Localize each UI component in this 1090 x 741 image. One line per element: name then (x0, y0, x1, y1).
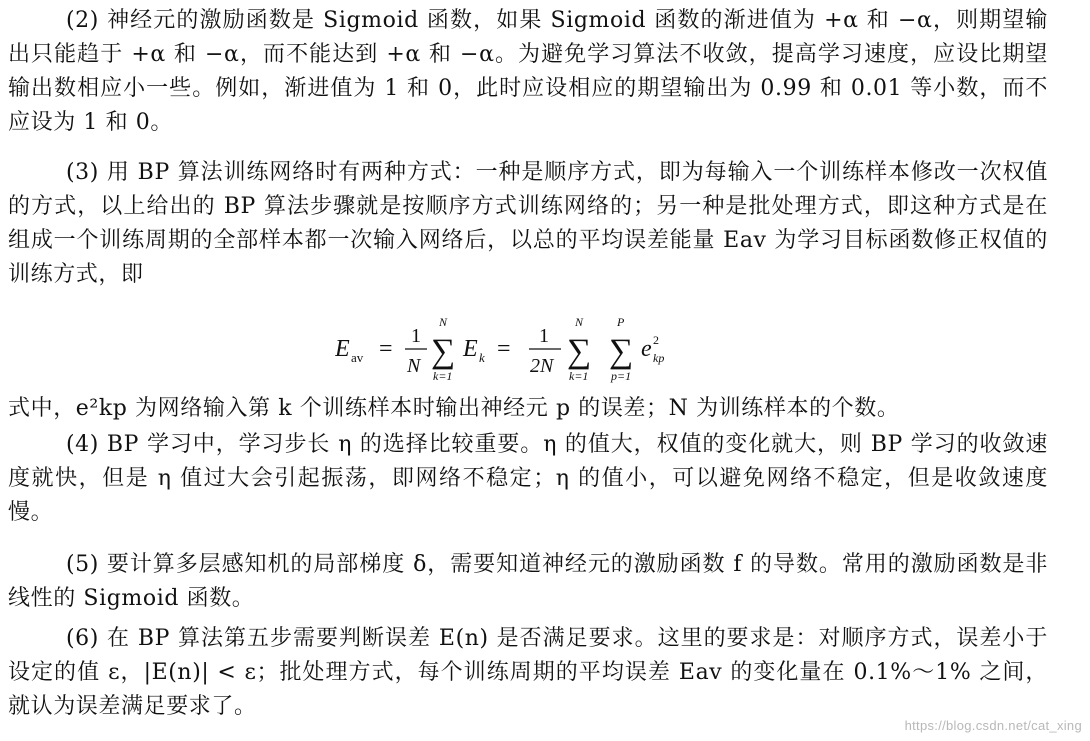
formula-term2-sub: kp (653, 351, 665, 365)
paragraph-6: (6) 在 BP 算法第五步需要判断误差 E(n) 是否满足要求。这里的要求是：对顺序方式，误差小于设定的值 ε，|E(n)| < ε；批处理方式，每个训练周期的平均误差 Eav 的变化量在 0.1%～1% 之间，就认为误差满足要求了。 (8, 626, 1048, 719)
formula-frac1-den: N (407, 355, 421, 377)
formula-lhs: E (335, 336, 350, 362)
formula-frac1-num: 1 (411, 325, 421, 347)
formula-sum3-bottom: p=1 (611, 369, 632, 383)
formula-eav (0, 312, 1090, 388)
paragraph-3-continuation: 式中，e²kp 为网络输入第 k 个训练样本时输出神经元 p 的误差；N 为训练样本的个数。 (8, 396, 900, 421)
formula-sum1-sigma: ∑ (431, 333, 456, 370)
formula-equals-2: = (497, 336, 511, 362)
formula-term1: E (463, 336, 478, 362)
paragraph-3: (3) 用 BP 算法训练网络时有两种方式：一种是顺序方式，即为每输入一个训练样本修改一次权值的方式，以上给出的 BP 算法步骤就是按顺序方式训练网络的；另一种是批处理方式，即这种方式是在组成一个训练周期的全部样本都一次输入网络后，以总的平均误差能量 Eav 为学习目标函数修正权值的训练方式，即 (8, 160, 1048, 287)
formula-equals-1: = (379, 336, 393, 362)
formula-term2-sup: 2 (653, 333, 659, 347)
formula-svg (335, 312, 755, 388)
watermark-url: https://blog.csdn.net/cat_xing (904, 718, 1082, 733)
formula-term1-sub: k (479, 350, 485, 365)
formula-lhs-sub: av (351, 350, 364, 365)
formula-sum2-sigma: ∑ (567, 333, 592, 370)
paragraph-2: (2) 神经元的激励函数是 Sigmoid 函数，如果 Sigmoid 函数的渐进值为 +α 和 −α，则期望输出只能趋于 +α 和 −α，而不能达到 +α 和 −α。为避免学习算法不收敛，提高学习速度，应设比期望输出数相应小一些。例如，渐进值为 1 和 0，此时应设相应的期望输出为 0.99 和 0.01 等小数，而不应设为 1 和 0。 (8, 8, 1048, 135)
formula-sum1-bottom: k=1 (433, 369, 453, 383)
formula-sum1-top: N (439, 315, 448, 329)
formula-sum3-sigma: ∑ (609, 333, 634, 370)
formula-frac2-den: 2N (530, 355, 554, 377)
formula-sum3-top: P (617, 315, 625, 329)
paragraph-4: (4) BP 学习中，学习步长 η 的选择比较重要。η 的值大，权值的变化就大，则 BP 学习的收敛速度就快，但是 η 值过大会引起振荡，即网络不稳定；η 的值小，可以避免网络不稳定，但是收敛速度慢。 (8, 432, 1048, 525)
formula-term2: e (641, 336, 652, 362)
formula-frac2-num: 1 (539, 325, 549, 347)
formula-sum2-top: N (575, 315, 584, 329)
formula-sum2-bottom: k=1 (569, 369, 589, 383)
paragraph-5: (5) 要计算多层感知机的局部梯度 δ，需要知道神经元的激励函数 f 的导数。常用的激励函数是非线性的 Sigmoid 函数。 (8, 552, 1048, 611)
